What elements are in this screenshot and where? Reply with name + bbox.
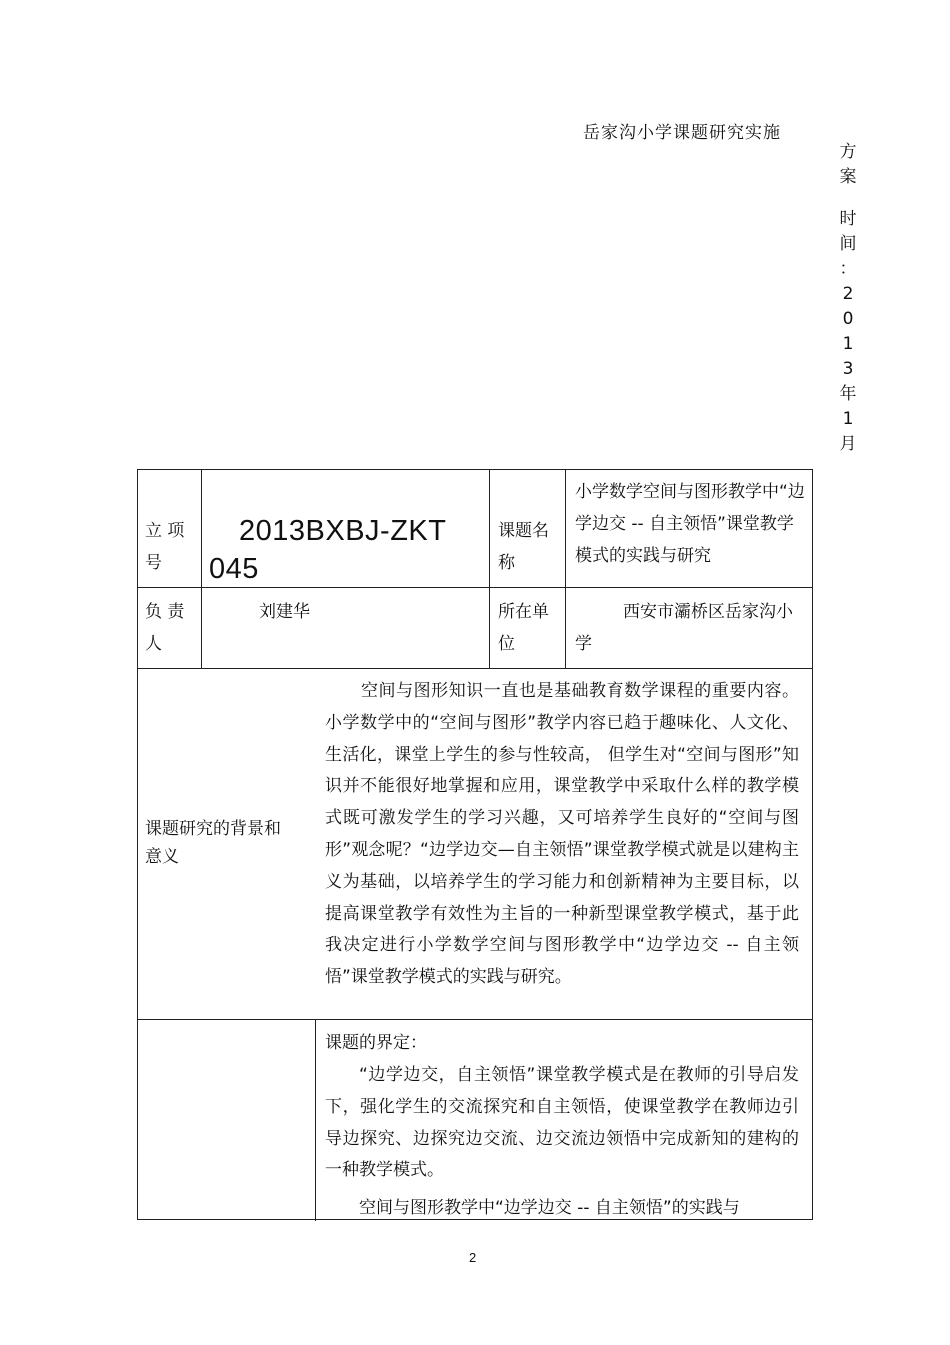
- project-info-table: [137, 469, 813, 1220]
- table-divider: [565, 470, 566, 668]
- project-id-label: 立 项号: [145, 521, 185, 573]
- topic-name-label: 课题名称: [498, 521, 549, 573]
- definition-heading: 课题的界定：: [325, 1033, 427, 1053]
- topic-name-value: 小学数学空间与图形教学中“边学边交 -- 自主领悟”课堂教学模式的实践与研究: [575, 482, 805, 566]
- vertical-header-text: [836, 140, 860, 457]
- vertical-char: 案: [839, 167, 857, 187]
- unit-value: 西安市灞桥区岳家沟小学: [575, 602, 793, 654]
- table-divider: [315, 1019, 316, 1221]
- project-id-value: 2013BXBJ-ZKT 045: [209, 515, 446, 585]
- vertical-char: 方: [839, 142, 857, 162]
- background-label: 课题研究的背景和意义: [145, 819, 281, 867]
- document-title: 岳家沟小学课题研究实施: [583, 123, 781, 143]
- table-divider: [489, 470, 490, 668]
- vertical-char: 1: [842, 334, 854, 354]
- vertical-char: 1: [842, 409, 854, 429]
- vertical-char: 时: [839, 209, 857, 229]
- vertical-char: 年: [839, 384, 857, 404]
- leader-value: 刘建华: [259, 602, 310, 622]
- table-divider: [201, 470, 202, 668]
- table-divider: [138, 668, 812, 669]
- continuation-text: 空间与图形教学中“边学边交 -- 自主领悟”的实践与: [359, 1198, 740, 1218]
- vertical-char: 月: [839, 434, 857, 454]
- table-divider: [138, 1019, 812, 1020]
- vertical-char: ：: [839, 259, 857, 279]
- vertical-gap: [836, 190, 860, 207]
- definition-text: “边学边交，自主领悟”课堂教学模式是在教师的引导启发下，强化学生的交流探究和自主领悟，使课堂教学在教师边引导边探究、边探究边交流、边交流边领悟中完成新知的建构的一种教学模式。: [325, 1065, 799, 1181]
- leader-label: 负 责人: [145, 602, 185, 654]
- vertical-char: 0: [842, 309, 854, 329]
- unit-label: 所在单位: [498, 602, 549, 654]
- background-text: 空间与图形知识一直也是基础教育数学课程的重要内容。小学数学中的“空间与图形”教学内容已趋于趣味化、人文化、生活化，课堂上学生的参与性较高， 但学生对“空间与图形”知识并不能很好地掌握和应用，课堂教学中采取什么样的教学模式既可激发学生的学习兴趣，又可培养学生良好的“空间与图形”观念呢？“边学边交—自主领悟”课堂教学模式就是以建构主义为基础，以培养学生的学习能力和创新精神为主要目标，以提高课堂教学有效性为主旨的一种新型课堂教学模式，基于此我决定进行小学数学空间与图形教学中“边学边交 -- 自主领悟”课堂教学模式的实践与研究。: [325, 681, 799, 988]
- vertical-char: 3: [842, 359, 854, 379]
- vertical-char: 2: [842, 284, 854, 304]
- page-number: 2: [469, 1250, 477, 1265]
- vertical-char: 间: [839, 234, 857, 254]
